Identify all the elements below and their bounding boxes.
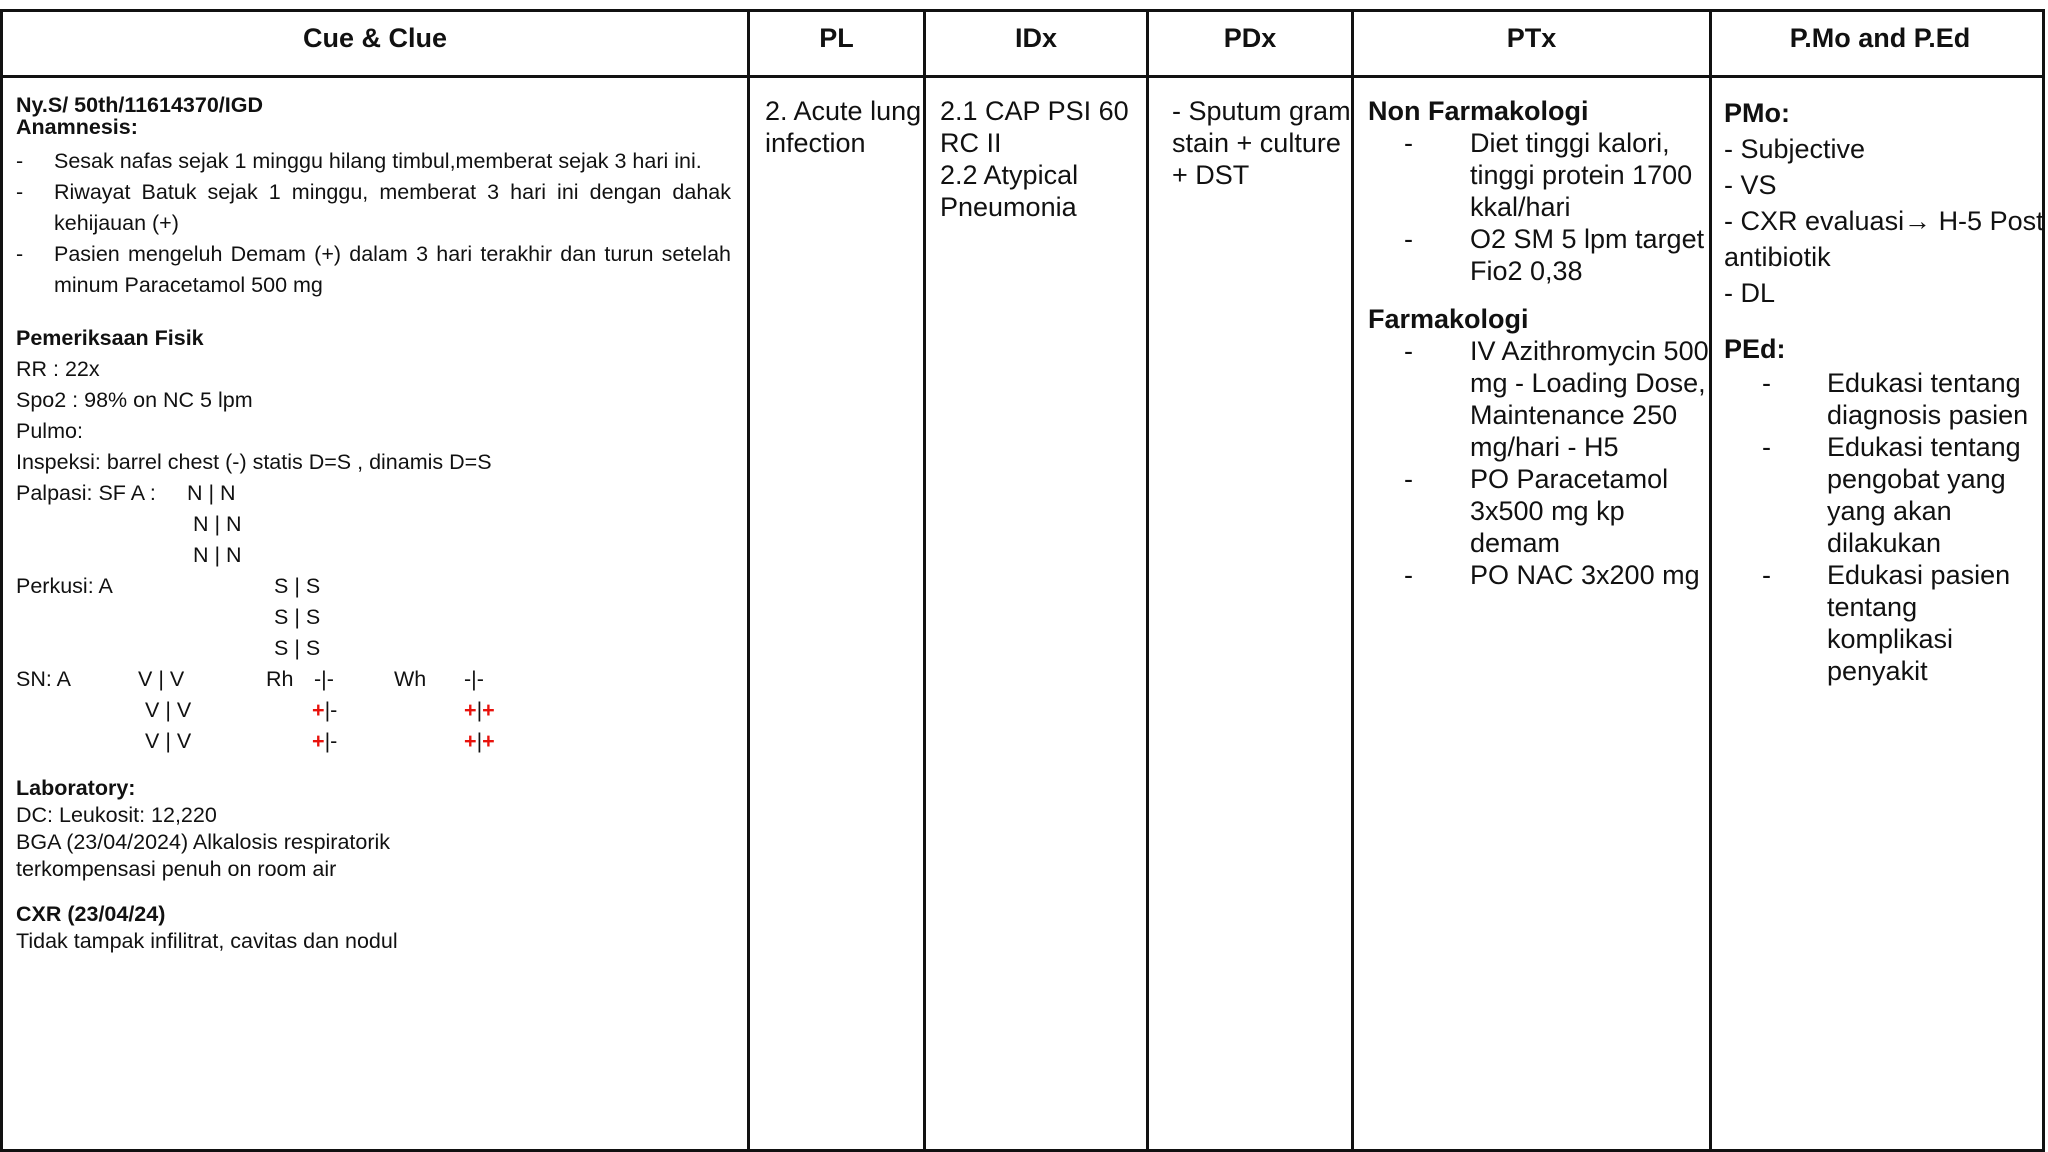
farmakologi-title: Farmakologi	[1368, 304, 1529, 334]
physical-exam-title: Pemeriksaan Fisik	[16, 326, 204, 350]
inspeksi-text: Inspeksi: barrel chest (-) statis D=S , dinamis D=S	[16, 450, 492, 474]
pmo-item: - CXR evaluasi→ H-5 Post antibiotik	[1724, 206, 2044, 272]
idx-line: 2.2 Atypical Pneumonia	[940, 160, 1079, 222]
pmo-ped-cell	[1712, 78, 2048, 1149]
header-pl: PL	[819, 23, 854, 53]
idx-line: 2.1 CAP PSI 60 RC II	[940, 96, 1129, 158]
pmo-item: - Subjective	[1724, 134, 1866, 164]
palpasi-row: N | N	[193, 512, 242, 536]
header-pmo-ped: P.Mo and P.Ed	[1789, 23, 1971, 53]
pmo-title: PMo:	[1724, 98, 1790, 128]
list-item: - Diet tinggi kalori, tinggi protein 1700 kkal/hari	[1404, 128, 1693, 222]
pulmo-label: Pulmo:	[16, 419, 83, 443]
non-farmakologi-list	[1368, 127, 1709, 287]
header-idx: IDx	[1014, 23, 1058, 53]
spo2-value: Spo2 : 98% on NC 5 lpm	[16, 388, 253, 412]
cue-clue-cell	[3, 78, 747, 1149]
pl-cell	[750, 78, 923, 1149]
pdx-text: - Sputum gram stain + culture + DST	[1172, 96, 1351, 190]
list-item: - PO Paracetamol 3x500 mg kp demam	[1404, 464, 1669, 558]
sn-row: SN: A V | V Rh -|- Wh -|-	[16, 667, 484, 691]
anamnesis-item: - Riwayat Batuk sejak 1 minggu, memberat 3 hari ini dengan dahak kehijauan (+)	[16, 180, 731, 235]
soap-table	[0, 9, 2045, 1152]
list-item: - O2 SM 5 lpm target Fio2 0,38	[1404, 224, 1705, 286]
rr-value: RR : 22x	[16, 357, 100, 381]
lab-leukosit: DC: Leukosit: 12,220	[16, 803, 217, 827]
perkusi-row: S | S	[274, 636, 321, 660]
palpasi-row: Palpasi: SF A : N | N	[16, 481, 236, 505]
list-item: - IV Azithromycin 500 mg - Loading Dose, Maintenance 250 mg/hari - H5	[1404, 336, 1709, 462]
pmo-item: - DL	[1724, 278, 1776, 308]
cxr-text: Tidak tampak infilitrat, cavitas dan nodul	[16, 929, 398, 953]
list-item: - PO NAC 3x200 mg	[1404, 560, 1700, 590]
pl-text: 2. Acute lung infection	[765, 96, 922, 158]
anamnesis-item: - Pasien mengeluh Demam (+) dalam 3 hari terakhir dan turun setelah minum Paracetamol 500 mg	[16, 242, 731, 297]
anamnesis-title: Anamnesis:	[16, 115, 138, 139]
ptx-cell	[1354, 78, 1709, 1149]
idx-cell	[926, 78, 1146, 1149]
pmo-item: - VS	[1724, 170, 1777, 200]
laboratory-title: Laboratory:	[16, 776, 136, 800]
header-pdx: PDx	[1223, 23, 1277, 53]
anamnesis-item: - Sesak nafas sejak 1 minggu hilang timbul,memberat sejak 3 hari ini.	[16, 149, 702, 173]
lab-bga: BGA (23/04/2024) Alkalosis respiratorik terkompensasi penuh on room air	[16, 830, 391, 881]
cxr-title: CXR (23/04/24)	[16, 902, 166, 926]
ped-list	[1724, 367, 2048, 687]
farmakologi-list	[1368, 335, 1709, 591]
perkusi-row: Perkusi: A S | S	[16, 574, 321, 598]
non-farmakologi-title: Non Farmakologi	[1368, 96, 1589, 126]
perkusi-row: S | S	[274, 605, 321, 629]
list-item: - Edukasi pasien tentang komplikasi penyakit	[1762, 560, 2011, 686]
header-cue-clue: Cue & Clue	[302, 23, 448, 53]
patient-id: Ny.S/ 50th/11614370/IGD	[16, 93, 263, 117]
sn-row: V | V +|- +|+	[145, 729, 495, 753]
palpasi-row: N | N	[193, 543, 242, 567]
list-item: - Edukasi tentang diagnosis pasien	[1762, 368, 2029, 430]
header-ptx: PTx	[1506, 23, 1557, 53]
pdx-cell	[1149, 78, 1351, 1149]
ped-title: PEd:	[1724, 334, 1786, 364]
list-item: - Edukasi tentang pengobat yang yang akan dilakukan	[1762, 432, 2021, 558]
sn-row: V | V +|- +|+	[145, 698, 495, 722]
